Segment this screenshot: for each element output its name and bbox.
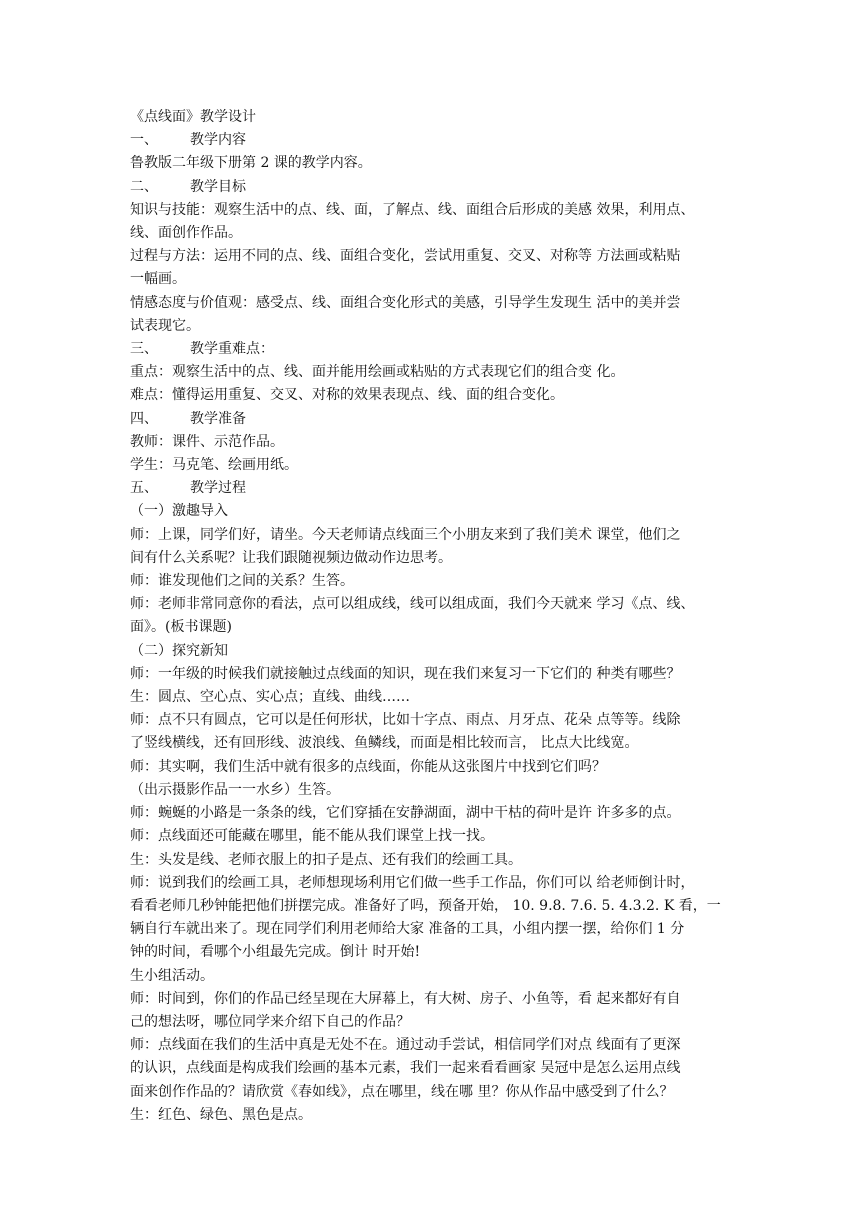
text-line: 师：一年级的时候我们就接触过点线面的知识，现在我们来复习一下它们的 种类有哪些？ [130,665,681,682]
section-number: 五、 [130,480,158,497]
text-line: 师：点线面还可能藏在哪里，能不能从我们课堂上找一找。 [130,828,494,845]
text-line: （二）探究新知 [130,642,228,659]
text-line: 间有什么关系呢？让我们跟随视频边做动作边思考。 [130,549,452,566]
text-line: 过程与方法：运用不同的点、线、面组合变化，尝试用重复、交叉、对称等 方法画或粘贴 [130,248,681,265]
text-line: 师：上课，同学们好，请坐。今天老师请点线面三个小朋友来到了我们美术 课堂，他们之 [130,526,681,543]
text-line: 学生：马克笔、绘画用纸。 [130,457,298,474]
text-line: 师：其实啊，我们生活中就有很多的点线面，你能从这张图片中找到它们吗？ [130,758,606,775]
text-line: 生：红色、绿色、黑色是点。 [130,1106,312,1123]
section-number: 一、 [130,132,158,149]
text-line: 生：圆点、空心点、实心点；直线、曲线…… [130,689,410,706]
text-line: 的认识，点线面是构成我们绘画的基本元素，我们一起来看看画家 吴冠中是怎么运用点线 [130,1060,681,1077]
section-heading [130,408,742,431]
section-title: 教学内容 [190,132,246,149]
section-heading [130,176,742,199]
section-heading [130,338,742,361]
section-title: 教学过程 [190,480,246,497]
text-line: 了竖线横线，还有回形线、波浪线、鱼鳞线，而面是相比较而言， 比点大比线宽。 [130,735,639,752]
section-title: 教学重难点： [190,341,274,358]
text-line: 看看老师几秒钟能把他们拼摆完成。准备好了吗，预备开始， 10. 9.8. 7.6. 5. 4.3.2. K 看，一 [130,897,721,914]
text-line: 生：头发是线、老师衣服上的扣子是点、还有我们的绘画工具。 [130,851,522,868]
text-line: 师：时间到，你们的作品已经呈现在大屏幕上，有大树、房子、小鱼等，看 起来都好有自 [130,990,681,1007]
text-line: （出示摄影作品一一水乡）生答。 [130,781,340,798]
text-line: 师：谁发现他们之间的关系？生答。 [130,573,354,590]
text-line: 鲁教版二年级下册第 2 课的教学内容。 [130,155,372,172]
text-line: 面来创作作品的？请欣赏《春如线》，点在哪里，线在哪 里？你从作品中感受到了什么？ [130,1083,674,1100]
text-line: 师：老师非常同意你的看法，点可以组成线，线可以组成面，我们今天就来 学习《点、线、 [130,596,695,613]
text-line: 试表现它。 [130,317,200,334]
text-line: 情感态度与价值观：感受点、线、面组合变化形式的美感，引导学生发现生 活中的美并尝 [130,294,681,311]
section-number: 二、 [130,178,158,195]
section-heading [130,477,742,500]
section-heading [130,129,742,152]
text-line: 己的想法呀，哪位同学来介绍下自己的作品？ [130,1013,410,1030]
section-title: 教学准备 [190,410,246,427]
text-line: 一幅画。 [130,271,186,288]
section-title: 教学目标 [190,178,246,195]
text-line: 师：点不只有圆点，它可以是任何形状，比如十字点、雨点、月牙点、花朵 点等等。线除 [130,712,681,729]
text-line: 难点：懂得运用重复、交叉、对称的效果表现点、线、面的组合变化。 [130,387,564,404]
text-line: 线、面创作作品。 [130,225,242,242]
section-number: 三、 [130,341,158,358]
text-line: 师：点线面在我们的生活中真是无处不在。通过动手尝试，相信同学们对点 线面有了更深 [130,1037,681,1054]
text-line: （一）激趣导入 [130,503,228,520]
text-line: 知识与技能：观察生活中的点、线、面，了解点、线、面组合后形成的美感 效果，利用点、 [130,201,695,218]
text-line: 面》。(板书课题) [130,619,232,636]
text-line: 重点：观察生活中的点、线、面并能用绘画或粘贴的方式表现它们的组合变 化。 [130,364,625,381]
document-title: 《点线面》教学设计 [130,109,256,125]
text-line: 师：蜿蜒的小路是一条条的线，它们穿插在安静湖面，湖中干枯的荷叶是许 许多多的点。 [130,805,681,822]
section-number: 四、 [130,410,158,427]
document-body [130,106,742,1127]
text-line: 辆自行车就出来了。现在同学们利用老师给大家 准备的工具，小组内摆一摆，给你们 1 分 [130,921,685,938]
text-line: 钟的时间，看哪个小组最先完成。倒计 时开始! [130,944,421,961]
text-line: 师：说到我们的绘画工具，老师想现场利用它们做一些手工作品，你们可以 给老师倒计时， [130,874,695,891]
text-line: 教师：课件、示范作品。 [130,433,284,450]
text-line: 生小组活动。 [130,967,214,984]
